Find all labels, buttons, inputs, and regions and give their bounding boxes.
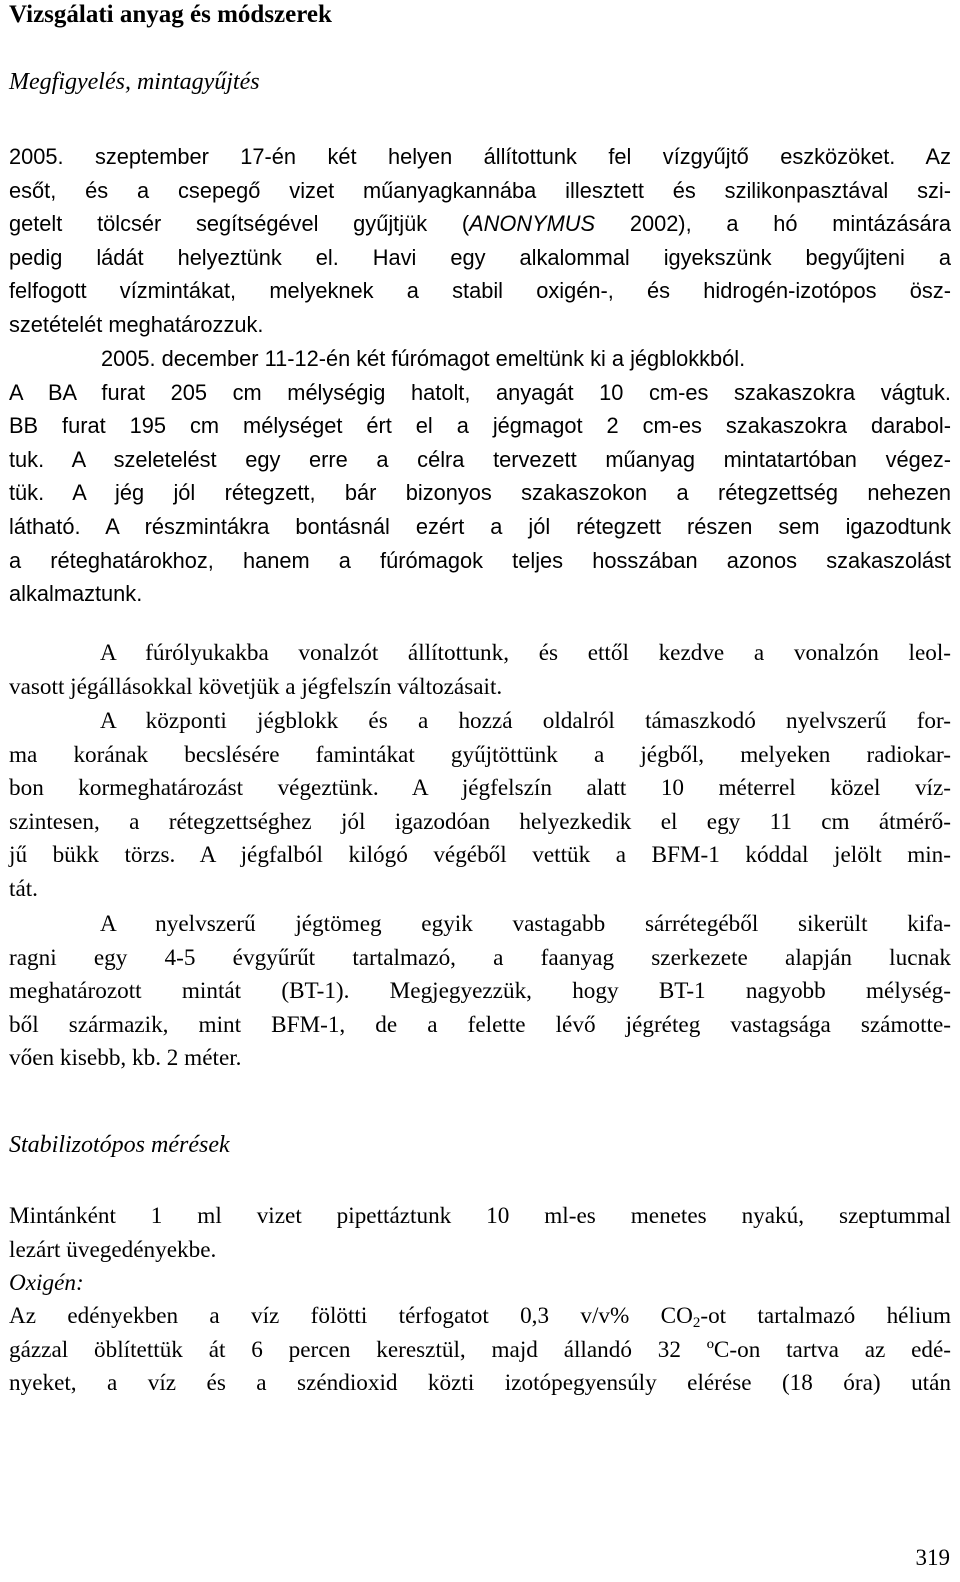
text-line: Mintánként 1 ml vizet pipettáztunk 10 ml-es menetes nyakú, szeptummal bbox=[9, 1203, 951, 1229]
text-line: 2005. december 11-12-én két fúrómagot emeltünk ki a jégblokkból. bbox=[101, 346, 746, 371]
subheading-sampling: Megfigyelés, mintagyűjtés bbox=[9, 69, 260, 95]
citation-author: ANONYMUS bbox=[469, 211, 596, 237]
text-line: A fúrólyukakba vonalzót állítottunk, és ettől kezdve a vonalzón leol- bbox=[100, 640, 951, 666]
text-line: bon kormeghatározást végeztünk. A jégfelszín alatt 10 méterrel közel víz- bbox=[9, 775, 951, 802]
oxygen-label-block bbox=[9, 1267, 951, 1301]
text-line: ből származik, mint BFM-1, de a felette lévő jégréteg vastagsága számotte- bbox=[9, 1011, 951, 1038]
text-line: A központi jégblokk és a hozzá oldalról támaszkodó nyelvszerű for- bbox=[100, 708, 951, 734]
text-line: tát. bbox=[9, 875, 38, 902]
text-line: alkalmaztunk. bbox=[9, 581, 143, 607]
text-line: A nyelvszerű jégtömeg egyik vastagabb sárrétegéből sikerült kifa- bbox=[100, 911, 951, 937]
text-line: tük. A jég jól rétegzett, bár bizonyos szakaszokon a rétegzettség nehezen bbox=[9, 480, 951, 506]
text-line: BB furat 195 cm mélységet ért el a jégmagot 2 cm-es szakaszokra darabol- bbox=[9, 413, 951, 439]
text-line: A BA furat 205 cm mélységig hatolt, anyagát 10 cm-es szakaszokra vágtuk. bbox=[9, 379, 951, 405]
text-line: szetételét meghatározzuk. bbox=[9, 311, 264, 337]
text-line: jű bükk törzs. A jégfalból kilógó végéből vettük a BFM-1 kóddal jelölt min- bbox=[9, 842, 951, 869]
text-line: ragni egy 4-5 évgyűrűt tartalmazó, a faanyag szerkezete alapján lucnak bbox=[9, 944, 951, 971]
paragraph-drilling bbox=[9, 342, 951, 611]
text-line: Az edényekben a víz fölötti térfogatot 0,3 v/v% $CO_2-ot$ tartalmazó hélium bbox=[9, 1303, 951, 1331]
section-heading: Vizsgálati anyag és módszerek bbox=[9, 1, 332, 28]
text-line: ma korának becslésére famintákat gyűjtöttünk a jégből, melyeken radiokar- bbox=[9, 741, 951, 768]
paragraph-sample-prep bbox=[9, 1200, 951, 1267]
oxygen-label: Oxigén: bbox=[9, 1270, 84, 1296]
paragraph-oxygen-method bbox=[9, 1300, 951, 1401]
text-line: getelt tölcsér segítségével gyűjtjük (ANONYMUS 2002), a hó mintázására bbox=[9, 211, 951, 237]
text-line: lezárt üvegedényekbe. bbox=[9, 1236, 217, 1263]
text-line: szintesen, a rétegzettséghez jól igazodóan helyezkedik el egy 11 cm átmérő- bbox=[9, 808, 951, 835]
text-line: gázzal öblítettük át 6 percen keresztül, majd állandó 32 ºC-on tartva az edé- bbox=[9, 1336, 951, 1363]
text-line: vően kisebb, kb. 2 méter. bbox=[9, 1045, 242, 1072]
text-line: látható. A részmintákra bontásnál ezért a jól rétegzett részen sem igazodtunk bbox=[9, 513, 951, 539]
text-line: vasott jégállásokkal követjük a jégfelszín változásait. bbox=[9, 673, 503, 700]
paragraph-wood-sample bbox=[9, 908, 951, 1076]
paragraph-ruler bbox=[9, 637, 951, 704]
paragraph-radiocarbon bbox=[9, 705, 951, 907]
text-line: nyeket, a víz és a széndioxid közti izotópegyensúly elérése (18 óra) után bbox=[9, 1370, 951, 1397]
text-line: 2005. szeptember 17-én két helyen állítottunk fel vízgyűjtő eszközöket. Az bbox=[9, 144, 951, 169]
text-line: pedig ládát helyeztünk el. Havi egy alkalommal igyekszünk begyűjteni a bbox=[9, 244, 951, 270]
text-line: felfogott vízmintákat, melyeknek a stabil oxigén-, és hidrogén-izotópos ösz- bbox=[9, 278, 951, 304]
text-line: a réteghatárokhoz, hanem a fúrómagok teljes hosszában azonos szakaszolást bbox=[9, 547, 951, 573]
paragraph-sampling-setup bbox=[9, 140, 951, 342]
text-line: esőt, és a csepegő vizet műanyagkannába illesztett és szilikonpasztával szi- bbox=[9, 177, 951, 203]
subheading-isotope: Stabilizotópos mérések bbox=[9, 1132, 230, 1158]
page-number: 319 bbox=[915, 1545, 950, 1570]
subscript-2: 2 bbox=[692, 1315, 701, 1331]
text-line: meghatározott mintát (BT-1). Megjegyezzük, hogy BT-1 nagyobb mélység- bbox=[9, 978, 951, 1005]
text-line: tuk. A szeletelést egy erre a célra tervezett műanyag mintatartóban végez- bbox=[9, 446, 951, 472]
